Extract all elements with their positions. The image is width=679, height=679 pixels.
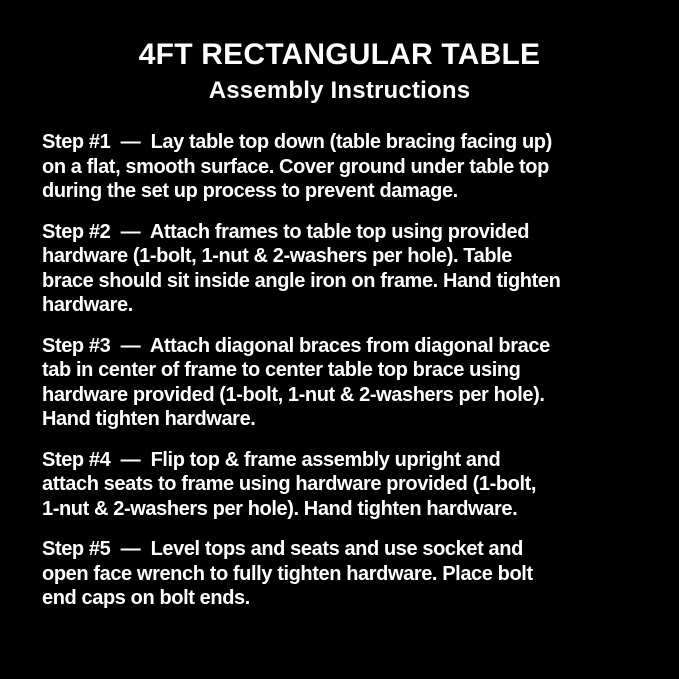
step-paragraph-1	[42, 130, 649, 204]
page-subtitle: Assembly Instructions	[208, 77, 471, 104]
step-paragraph-4	[42, 448, 649, 522]
page-title: 4FT RECTANGULAR TABLE	[138, 38, 541, 71]
step-line: attach seats to frame using hardware provided (1-bolt,	[42, 473, 537, 495]
step-line: Step #1 — Lay table top down (table bracing facing up)	[42, 131, 552, 153]
step-line: Step #2 — Attach frames to table top using provided	[42, 220, 530, 243]
step-line: hardware.	[42, 294, 133, 316]
step-line: open face wrench to fully tighten hardware. Place bolt	[42, 562, 533, 585]
step-line: hardware provided (1-bolt, 1-nut & 2-washers per hole).	[42, 383, 545, 406]
step-line: during the set up process to prevent damage.	[42, 180, 458, 202]
step-line: hardware (1-bolt, 1-nut & 2-washers per hole). Table	[42, 245, 513, 267]
step-paragraph-3	[42, 334, 649, 432]
step-line: brace should sit inside angle iron on frame. Hand tighten	[42, 269, 561, 292]
step-line: Step #3 — Attach diagonal braces from diagonal brace	[42, 334, 550, 357]
step-line: tab in center of frame to center table top brace using	[42, 359, 521, 381]
step-line: on a flat, smooth surface. Cover ground under table top	[42, 155, 549, 178]
step-paragraph-2	[42, 220, 649, 318]
header	[0, 0, 679, 106]
step-line: Step #4 — Flip top & frame assembly upright and	[42, 448, 501, 471]
steps-list	[42, 130, 649, 611]
step-line: end caps on bolt ends.	[42, 587, 250, 609]
step-line: 1-nut & 2-washers per hole). Hand tighten hardware.	[42, 497, 518, 520]
step-paragraph-5	[42, 537, 649, 611]
step-line: Hand tighten hardware.	[42, 408, 256, 430]
step-line: Step #5 — Level tops and seats and use socket and	[42, 538, 523, 560]
